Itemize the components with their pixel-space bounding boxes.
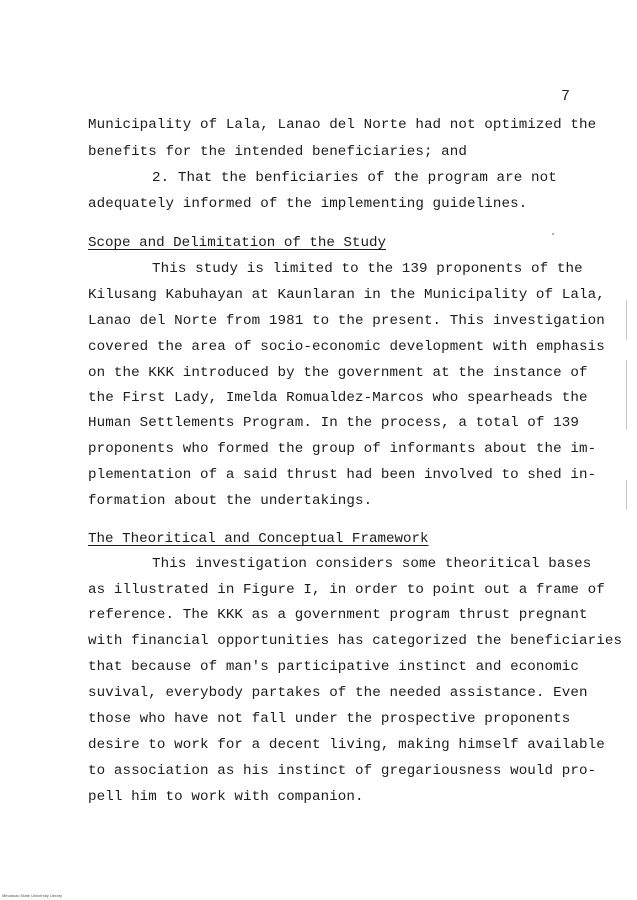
body-line: 2. That the benficiaries of the program are not [152,170,557,186]
body-line: Municipality of Lala, Lanao del Norte had not optimized the [88,117,597,133]
body-line: Human Settlements Program. In the process, a total of 139 [88,415,579,431]
scan-artifact [626,360,627,430]
body-line: those who have not fall under the prospective proponents [88,711,571,727]
body-line: pell him to work with companion. [88,789,364,805]
body-line: Kilusang Kabuhayan at Kaunlaran in the Municipality of Lala, [88,287,605,303]
body-line: covered the area of socio-economic development with emphasis [88,339,605,355]
body-line: desire to work for a decent living, making himself available [88,737,605,753]
body-line: as illustrated in Figure I, in order to point out a frame of [88,582,605,598]
scan-speck [552,233,554,235]
body-line: proponents who formed the group of informants about the im- [88,441,597,457]
body-line: reference. The KKK as a government program thrust pregnant [88,607,588,623]
body-line: to association as his instinct of gregariousness would pro- [88,763,597,779]
body-line: formation about the undertakings. [88,493,373,509]
body-line: This investigation considers some theoritical bases [152,556,592,572]
body-line: on the KKK introduced by the government at the instance of [88,365,588,381]
body-line: This study is limited to the 139 proponents of the [152,261,583,277]
body-line: benefits for the intended beneficiaries; and [88,144,468,160]
body-line: plementation of a said thrust had been involved to shed in- [88,467,597,483]
body-line: suvival, everybody partakes of the needed assistance. Even [88,685,588,701]
page-number: 7 [561,88,571,105]
body-line: with financial opportunities has categorized the beneficiaries [88,633,623,649]
footer-stamp: Mindanao State University Library [2,893,63,898]
body-line: that because of man's participative instinct and economic [88,659,579,675]
scan-artifact [626,300,627,340]
scan-artifact [626,480,627,510]
body-line: the First Lady, Imelda Romualdez-Marcos who spearheads the [88,390,588,406]
body-line: Lanao del Norte from 1981 to the present. This investigation [88,313,605,329]
body-line: adequately informed of the implementing guidelines. [88,196,528,212]
section-heading-framework: The Theoritical and Conceptual Framework [88,531,429,547]
section-heading-scope: Scope and Delimitation of the Study [88,235,386,251]
